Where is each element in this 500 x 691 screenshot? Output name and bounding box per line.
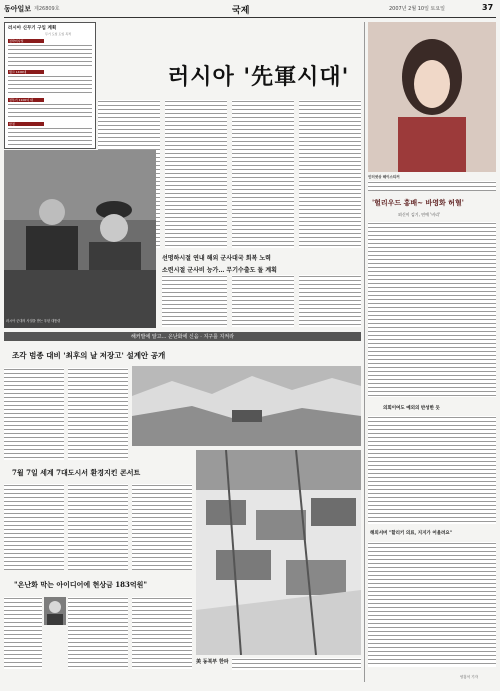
center-photo-illustration (196, 450, 361, 655)
right-byline: 외신이 김기, 연예 '비리' (398, 212, 441, 217)
article4-body-col-2 (68, 597, 128, 669)
right-body-col (368, 222, 496, 397)
right-photo-caption-text (368, 181, 496, 191)
info-box-row-2-text (8, 75, 92, 95)
info-box-row-3-text (8, 103, 92, 119)
info-box-row-4-text (8, 127, 92, 145)
main-body-col-5 (162, 275, 227, 327)
info-box-row-4: 함정 (8, 122, 44, 126)
info-box-row-3: 전투기 1100여 대 (8, 98, 44, 102)
right-headline: '헐리우드 홍배~ 바영화 허혈' (372, 198, 464, 207)
article2-body-col-1 (4, 368, 64, 460)
article4-body-col-3 (132, 597, 192, 669)
right-photo (368, 22, 496, 172)
portrait-icon (44, 597, 66, 625)
main-headline: 러시아 '先軍시대' (168, 64, 350, 90)
main-photo-caption: 러시아 군대의 사열을 받는 푸틴 대통령 (6, 319, 61, 323)
center-photo (196, 450, 361, 655)
article3-body-col-2 (68, 484, 128, 570)
article4-headline: "온난화 막는 아이디어에 현상금 183억원" (14, 580, 148, 589)
info-box-row-2: 탱크 1400대 (8, 70, 44, 74)
issue-number: 제26809호 (34, 6, 60, 12)
column-separator (364, 22, 365, 682)
masthead (4, 3, 496, 17)
center-photo-caption-title: 美 동북부 한파 (196, 659, 229, 665)
page-number: 37 (482, 3, 494, 12)
main-body-col-7 (299, 275, 361, 327)
article4-photo (44, 597, 66, 625)
info-box (4, 22, 96, 149)
info-box-subtitle: 무기 도입 도입 목적 (45, 32, 72, 36)
issue-date: 2007년 2월 10일 토요일 (389, 6, 446, 12)
right-photo-illustration (368, 22, 496, 172)
info-box-row-1-text (8, 44, 92, 68)
main-body-col-2 (165, 100, 227, 248)
footer-byline: 양홍석 기자 (460, 675, 479, 679)
main-body-col-3 (232, 100, 294, 248)
section-title: 국제 (232, 6, 250, 16)
right-body-col-2 (368, 416, 496, 524)
center-photo-caption-text (232, 658, 361, 670)
main-photo-illustration (4, 150, 156, 328)
paper-name: 동아일보 (4, 5, 32, 13)
section-band (4, 332, 361, 341)
section-band-text: 해커발에 알고… 온난화에 신음 · 지구를 지켜라 (130, 334, 235, 340)
main-subhead-2: 소련시절 군사비 능가… 무기수출도 돌 계획 (162, 267, 277, 274)
article2-headline: 조각 범종 대비 '최후의 날 저장고' 설계안 공개 (12, 351, 166, 360)
main-subhead-1: 선명하시절 연내 해외 군사대국 회복 노력 (162, 255, 271, 262)
article2-body-col-2 (68, 368, 128, 460)
article3-body-col-1 (4, 484, 64, 570)
right-subhead-2: 해외서버 "할리키 의료, 지지가 어울려요" (370, 531, 453, 536)
main-photo (4, 150, 156, 328)
info-box-title: 러시아 신무기 구입 계획 (8, 26, 57, 31)
main-body-col-4 (299, 100, 361, 248)
right-subhead-small: 의회이여도 예외의 반성한 듯 (383, 406, 440, 411)
article2-photo (132, 366, 361, 446)
article3-body-col-3 (132, 484, 192, 570)
article3-headline: 7월 7일 세계 7대도시서 환경지킨 콘서트 (12, 468, 141, 477)
article4-body-col-1 (4, 597, 42, 669)
masthead-rule (4, 17, 496, 18)
right-body-col-3 (368, 542, 496, 667)
right-photo-caption: 인터넷상 헤이스티커 (368, 175, 400, 179)
article2-photo-illustration (132, 366, 361, 446)
info-box-row-1: 전략미사일 (8, 39, 44, 43)
main-body-col-6 (232, 275, 294, 327)
